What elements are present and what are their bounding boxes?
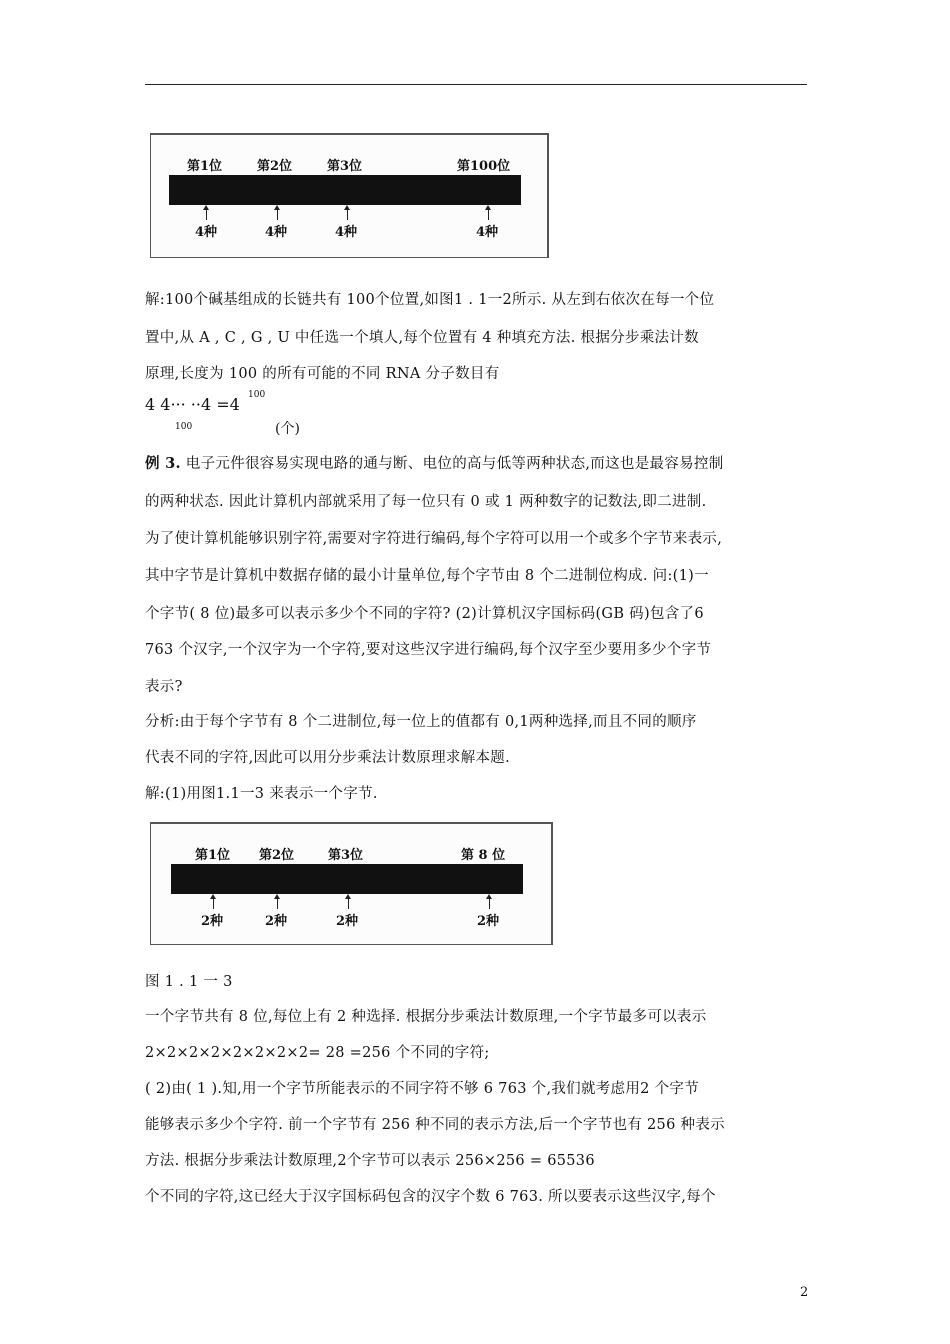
text-line: 置中,从 A , C , G , U 中任选一个填人,每个位置有 4 种填充方法. 根据分步乘法计数 [145, 330, 699, 346]
choice-count: 4种 [265, 225, 288, 240]
figure-label: 第3位 [327, 159, 363, 174]
figure-label: 第100位 [457, 159, 511, 174]
header-rule [145, 84, 807, 85]
arrow-icon [489, 899, 490, 909]
choice-count: 4种 [335, 225, 358, 240]
formula-main: 4 4··· ··4 =4 [145, 395, 240, 414]
text-line: 个不同的字符,这已经大于汉字国标码包含的汉字个数 6 763. 所以要表示这些汉字,每个 [145, 1189, 716, 1205]
figure-8-bits [150, 822, 553, 945]
text-line: 方法. 根据分步乘法计数原理,2个字节可以表示 256×256 = 65536 [145, 1153, 595, 1169]
text-line: 的两种状态. 因此计算机内部就采用了每一位只有 0 或 1 两种数字的记数法,即二进制. [145, 494, 707, 510]
choice-count: 2种 [201, 914, 224, 929]
text-line: 为了使计算机能够识别字符,需要对字符进行编码,每个字符可以用一个或多个字节来表示, [145, 531, 723, 547]
formula-subscript: 100 [175, 422, 193, 432]
formula-exponent: 100 [248, 390, 266, 400]
figure-label: 第1位 [195, 848, 231, 863]
example-label: 例 3. [145, 455, 181, 472]
choice-count: 4种 [195, 225, 218, 240]
chain-bar [169, 175, 521, 205]
page-number: 2 [800, 1285, 809, 1300]
figure-label: 第1位 [187, 159, 223, 174]
text-line: 一个字节共有 8 位,每位上有 2 种选择. 根据分步乘法计数原理,一个字节最多可以表示 [145, 1009, 707, 1025]
choice-count: 4种 [476, 225, 499, 240]
text-line: 2×2×2×2×2×2×2×2= 28 =256 个不同的字符; [145, 1045, 490, 1061]
power-formula [145, 390, 445, 440]
choice-count: 2种 [477, 914, 500, 929]
text-line: 电子元件很容易实现电路的通与断、电位的高与低等两种状态,而这也是最容易控制 [180, 456, 724, 472]
figure-caption: 图 1 . 1 一 3 [145, 974, 233, 990]
text-line: 分析:由于每个字节有 8 个二进制位,每一位上的值都有 0,1两种选择,而且不同的顺序 [145, 714, 697, 730]
byte-bar [171, 864, 523, 894]
text-line: 代表不同的字符,因此可以用分步乘法计数原理求解本题. [145, 750, 511, 766]
text-line: 能够表示多少个字符. 前一个字节有 256 种不同的表示方法,后一个字节也有 256 种表示 [145, 1117, 725, 1133]
arrow-icon [348, 899, 349, 909]
text-line: 763 个汉字,一个汉字为一个字符,要对这些汉字进行编码,每个汉字至少要用多少个字节 [145, 642, 712, 658]
formula-unit: (个) [275, 421, 300, 437]
text-line: 其中字节是计算机中数据存储的最小计量单位,每个字节由 8 个二进制位构成. 问:(1)一 [145, 568, 709, 584]
arrow-icon [488, 210, 489, 220]
text-line: 解:(1)用图1.1一3 来表示一个字节. [145, 786, 378, 802]
figure-label: 第2位 [257, 159, 293, 174]
arrow-icon [213, 899, 214, 909]
arrow-icon [277, 899, 278, 909]
text-line: 解:100个碱基组成的长链共有 100个位置,如图1 . 1一2所示. 从左到右依次在每一个位 [145, 292, 715, 308]
figure-label: 第 8 位 [461, 848, 506, 863]
arrow-icon [206, 210, 207, 220]
text-line: 原理,长度为 100 的所有可能的不同 RNA 分子数目有 [145, 366, 500, 382]
text-line: 个字节( 8 位)最多可以表示多少个不同的字符? (2)计算机汉字国标码(GB 码)包含了6 [145, 606, 704, 622]
figure-label: 第2位 [259, 848, 295, 863]
choice-count: 2种 [265, 914, 288, 929]
figure-100-positions [150, 133, 549, 258]
choice-count: 2种 [336, 914, 359, 929]
example-heading-line [145, 452, 724, 473]
arrow-icon [347, 210, 348, 220]
text-line: ( 2)由( 1 ).知,用一个字节所能表示的不同字符不够 6 763 个,我们就考虑用2 个字节 [145, 1081, 699, 1097]
arrow-icon [277, 210, 278, 220]
figure-label: 第3位 [328, 848, 364, 863]
text-line: 表示? [145, 679, 183, 695]
